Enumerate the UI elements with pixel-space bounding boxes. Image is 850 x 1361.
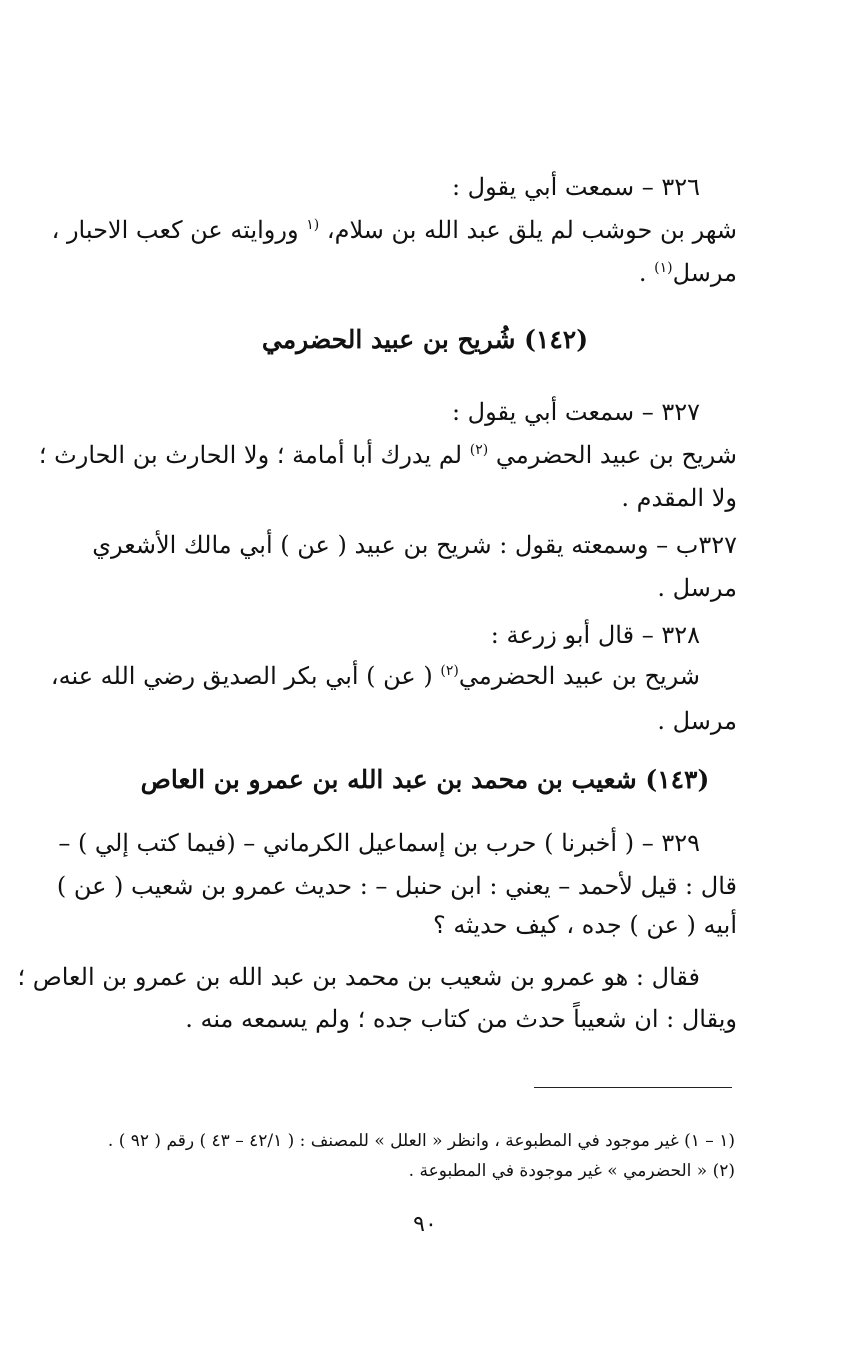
entry-329-line-1: ٣٢٩ – ( أخبرنا ) حرب بن إسماعيل الكرماني – (فيما كتب إلي ) – — [58, 829, 700, 857]
footnote-2: (٢) « الحضرمي » غير موجودة في المطبوعة . — [408, 1161, 735, 1181]
entry-326-text-2-cont: . — [638, 259, 655, 287]
section-heading-142: (١٤٢) شُريح بن عبيد الحضرمي — [261, 325, 589, 354]
entry-329-line-5: ويقال : ان شعيباً حدث من كتاب جده ؛ ولم يسمعه منه . — [185, 1005, 737, 1033]
footnote-ref: (٢) — [469, 442, 489, 458]
entry-326-line-2 — [60, 256, 737, 290]
entry-326-heading: ٣٢٦ – سمعت أبي يقول : — [451, 173, 700, 201]
entry-327-heading: ٣٢٧ – سمعت أبي يقول : — [451, 398, 700, 426]
entry-328-text: شريح بن عبيد الحضرمي — [458, 662, 700, 690]
entry-328-text-cont: ( عن ) أبي بكر الصديق رضي الله عنه، — [50, 662, 441, 690]
entry-327b-line-2: مرسل . — [657, 574, 737, 602]
entry-328-line-1 — [50, 659, 700, 693]
entry-328-line-2: مرسل . — [657, 707, 737, 735]
footnote-1: (١ – ١) غير موجود في المطبوعة ، وانظر « العلل » للمصنف : ( ٤٢/١ – ٤٣ ) رقم ( ٩٢ ) . — [107, 1131, 735, 1151]
entry-329-line-2: قال : قيل لأحمد – يعني : ابن حنبل – : حديث عمرو بن شعيب ( عن ) — [56, 872, 737, 900]
section-heading-143: (١٤٣) شعيب بن محمد بن عبد الله بن عمرو بن العاص — [140, 765, 710, 794]
entry-329-line-3: أبيه ( عن ) جده ، كيف حديثه ؟ — [432, 911, 737, 939]
entry-329-line-4: فقال : هو عمرو بن شعيب بن محمد بن عبد الله بن عمرو بن العاص ؛ — [17, 963, 700, 991]
footnote-ref: (٢) — [440, 663, 459, 679]
page-number: ٩٠ — [413, 1212, 437, 1237]
entry-326-text-2: مرسل — [672, 259, 737, 287]
footnote-ref: (١) — [654, 260, 673, 276]
entry-326-text: شهر بن حوشب لم يلق عبد الله بن سلام، — [319, 216, 737, 244]
entry-327-text-cont: لم يدرك أبا أمامة ؛ ولا الحارث بن الحارث ؛ — [38, 441, 470, 469]
entry-327-line-2: ولا المقدم . — [621, 484, 737, 512]
entry-327-text: شريح بن عبيد الحضرمي — [488, 441, 737, 469]
entry-327-line-1 — [38, 438, 737, 472]
entry-328-heading: ٣٢٨ – قال أبو زرعة : — [490, 621, 700, 649]
footnote-divider — [534, 1087, 732, 1088]
entry-326-line-1 — [51, 213, 737, 247]
footnote-ref: (١ — [306, 217, 320, 233]
entry-327b-line-1: ٣٢٧ب – وسمعته يقول : شريح بن عبيد ( عن ) أبي مالك الأشعري — [92, 531, 737, 559]
entry-326-text-cont: وروايته عن كعب الاحبار ، — [51, 216, 307, 244]
